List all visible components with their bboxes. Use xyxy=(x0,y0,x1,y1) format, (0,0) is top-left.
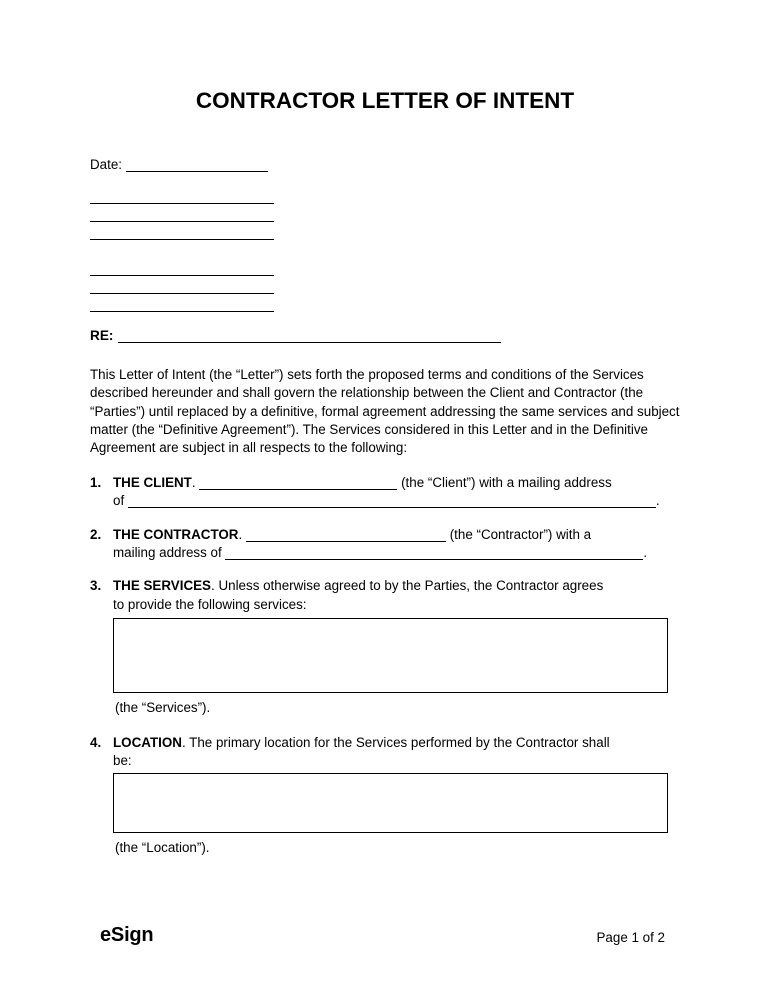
item-location-number: 4. xyxy=(90,734,102,750)
item-client-label-dot: . xyxy=(191,474,196,490)
item-contractor-text-2: mailing address of xyxy=(113,545,222,561)
blank-line xyxy=(90,204,274,222)
date-blank-line xyxy=(126,158,268,172)
client-address-blank-line xyxy=(128,494,656,508)
item-services-text: Unless otherwise agreed to by the Parties, the Contractor agrees xyxy=(218,578,604,594)
item-client-line-2 xyxy=(113,492,669,510)
services-entry-box xyxy=(113,618,668,693)
blank-line xyxy=(90,294,274,312)
date-row xyxy=(90,156,680,174)
item-client-label: THE CLIENT xyxy=(113,474,192,490)
re-row xyxy=(90,327,680,345)
contractor-name-blank-line xyxy=(246,528,446,542)
blank-line xyxy=(90,276,274,294)
item-client-line-1 xyxy=(113,474,669,492)
item-location-text: The primary location for the Services performed by the Contractor shall xyxy=(189,734,610,750)
item-client-period: . xyxy=(655,493,660,509)
blank-line xyxy=(90,186,274,204)
esign-logo: eSign xyxy=(100,924,154,946)
item-location xyxy=(90,734,669,857)
client-name-blank-line xyxy=(199,476,397,490)
services-caption: (the “Services”). xyxy=(115,700,211,716)
date-label: Date: xyxy=(90,157,123,172)
item-services-label-dot: . xyxy=(210,578,215,594)
item-services-label: THE SERVICES xyxy=(113,578,211,594)
item-contractor xyxy=(90,526,669,563)
item-services-line-1 xyxy=(113,577,669,595)
item-contractor-text: (the “Contractor”) with a xyxy=(449,526,592,542)
re-label: RE: xyxy=(90,328,114,344)
item-location-label: LOCATION xyxy=(113,734,182,750)
item-client-text: (the “Client”) with a mailing address xyxy=(401,474,612,490)
page-indicator: Page 1 of 2 xyxy=(596,930,665,945)
item-contractor-line-2 xyxy=(113,544,669,562)
blank-line xyxy=(90,258,274,276)
blank-line xyxy=(90,222,274,240)
page-footer xyxy=(100,923,665,947)
item-contractor-label: THE CONTRACTOR xyxy=(113,526,239,542)
item-client-text-2: of xyxy=(113,493,125,509)
item-contractor-period: . xyxy=(643,545,648,561)
location-entry-box xyxy=(113,773,668,833)
item-location-line-1 xyxy=(113,734,669,752)
document-content xyxy=(90,0,680,857)
item-location-label-dot: . xyxy=(181,734,186,750)
document-title: CONTRACTOR LETTER OF INTENT xyxy=(195,88,575,113)
address-block-2 xyxy=(90,258,680,312)
item-contractor-number: 2. xyxy=(90,526,102,542)
item-contractor-label-dot: . xyxy=(238,526,243,542)
item-client-number: 1. xyxy=(90,474,102,490)
item-services-line-2: to provide the following services: xyxy=(113,596,307,612)
intro-paragraph: This Letter of Intent (the “Letter”) sets forth the proposed terms and conditions of the Services described hereunder and shall govern the relationship between the Client and Contractor (the “Parties”) until replaced by a definitive, formal agreement addressing the same services and subject matter (the “Definitive Agreement”). The Services considered in this Letter and in the Definitive Agreement are subject in all respects to the following: xyxy=(90,366,680,456)
address-block-1 xyxy=(90,186,680,240)
location-caption: (the “Location”). xyxy=(115,839,210,855)
item-client xyxy=(90,474,669,511)
re-blank-line xyxy=(118,329,501,343)
item-services xyxy=(90,577,669,717)
item-location-line-2: be: xyxy=(113,753,132,769)
item-contractor-line-1 xyxy=(113,526,669,544)
item-services-number: 3. xyxy=(90,578,102,594)
contractor-address-blank-line xyxy=(225,546,643,560)
